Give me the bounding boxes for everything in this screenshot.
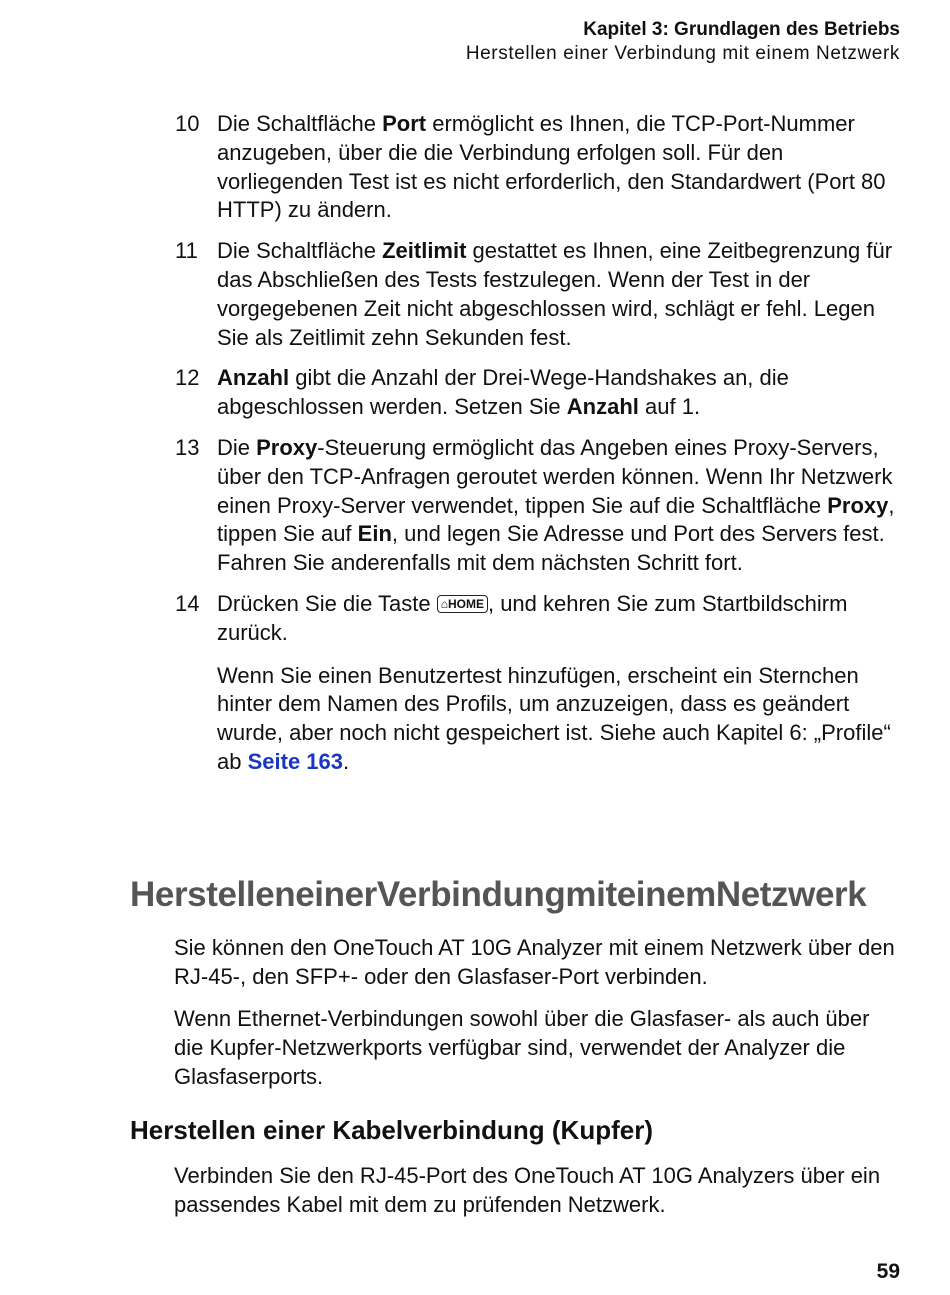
step-list (175, 110, 900, 777)
step-number: 13 (175, 434, 200, 460)
copper-paragraph: Verbinden Sie den RJ-45-Port des OneTouch AT 10G Analyzers über ein passendes Kabel mit dem zu prüfenden Netzwerk. (174, 1163, 881, 1217)
step-10 (175, 110, 900, 225)
section-title: Herstellen einer Verbindung mit einem Netzwerk (465, 43, 900, 64)
step-text: Anzahl gibt die Anzahl der Drei-Wege-Handshakes an, die abgeschlossen werden. Setzen Sie Anzahl auf 1. (217, 365, 789, 420)
home-key-icon: ⌂HOME (437, 595, 488, 613)
running-header (466, 18, 900, 66)
step-12 (175, 364, 900, 422)
step-text: Die Schaltfläche Port ermöglicht es Ihnen, die TCP-Port-Nummer anzugeben, über die die Verbindung erfolgen soll. Für den vorliegenden Test ist es nicht erforderlich, den Standardwert (Port 80 HTTP) zu ändern. (217, 111, 886, 223)
step-number: 11 (175, 238, 198, 264)
step-text: Die Schaltfläche Zeitlimit gestattet es Ihnen, eine Zeitbegrenzung für das Abschließen des Tests festzulegen. Wenn der Test in der vorgegebenen Zeit nicht abgeschlossen wird, schlägt er fehl. Legen Sie als Zeitlimit zehn Sekunden fest. (217, 238, 893, 350)
step-13 (175, 434, 900, 578)
page-link[interactable]: Seite 163 (247, 748, 343, 774)
fiber-paragraph: Wenn Ethernet-Verbindungen sowohl über die Glasfaser- als auch über die Kupfer-Netzwerkports verfügbar sind, verwendet der Analyzer die Glasfaserports. (174, 1006, 870, 1089)
subsection-heading: Herstellen einer Kabelverbindung (Kupfer) (130, 1115, 653, 1145)
section-heading: HerstelleneinerVerbindungmiteinemNetzwerk (130, 875, 867, 914)
step-text: Drücken Sie die Taste ⌂HOME , und kehren Sie zum Startbildschirm zurück. (217, 590, 848, 645)
step-number: 14 (175, 590, 200, 616)
step-11 (175, 237, 900, 352)
page-number: 59 (876, 1260, 900, 1283)
note-paragraph: Wenn Sie einen Benutzertest hinzufügen, erscheint ein Sternchen hinter dem Namen des Profils, um anzuzeigen, dass es geändert wurde, aber noch nicht gespeichert ist. Siehe auch Kapitel 6: „Profile“ ab Seite 163. (217, 662, 891, 774)
step-text: Die Proxy-Steuerung ermöglicht das Angeben eines Proxy-Servers, über den TCP-Anfragen geroutet werden können. Wenn Ihr Netzwerk einen Proxy-Server verwendet, tippen Sie auf die Schaltfläche Proxy, tippen Sie auf Ein, und legen Sie Adresse und Port des Servers fest. Fahren Sie anderenfalls mit dem nächsten Schritt fort. (217, 434, 895, 576)
step-number: 10 (175, 111, 200, 136)
intro-paragraph: Sie können den OneTouch AT 10G Analyzer mit einem Netzwerk über den RJ-45-, den SFP+- oder den Glasfaser-Port verbinden. (174, 935, 895, 989)
step-14 (175, 590, 900, 648)
chapter-title: Kapitel 3: Grundlagen des Betriebs (583, 19, 900, 40)
step-number: 12 (175, 365, 200, 391)
